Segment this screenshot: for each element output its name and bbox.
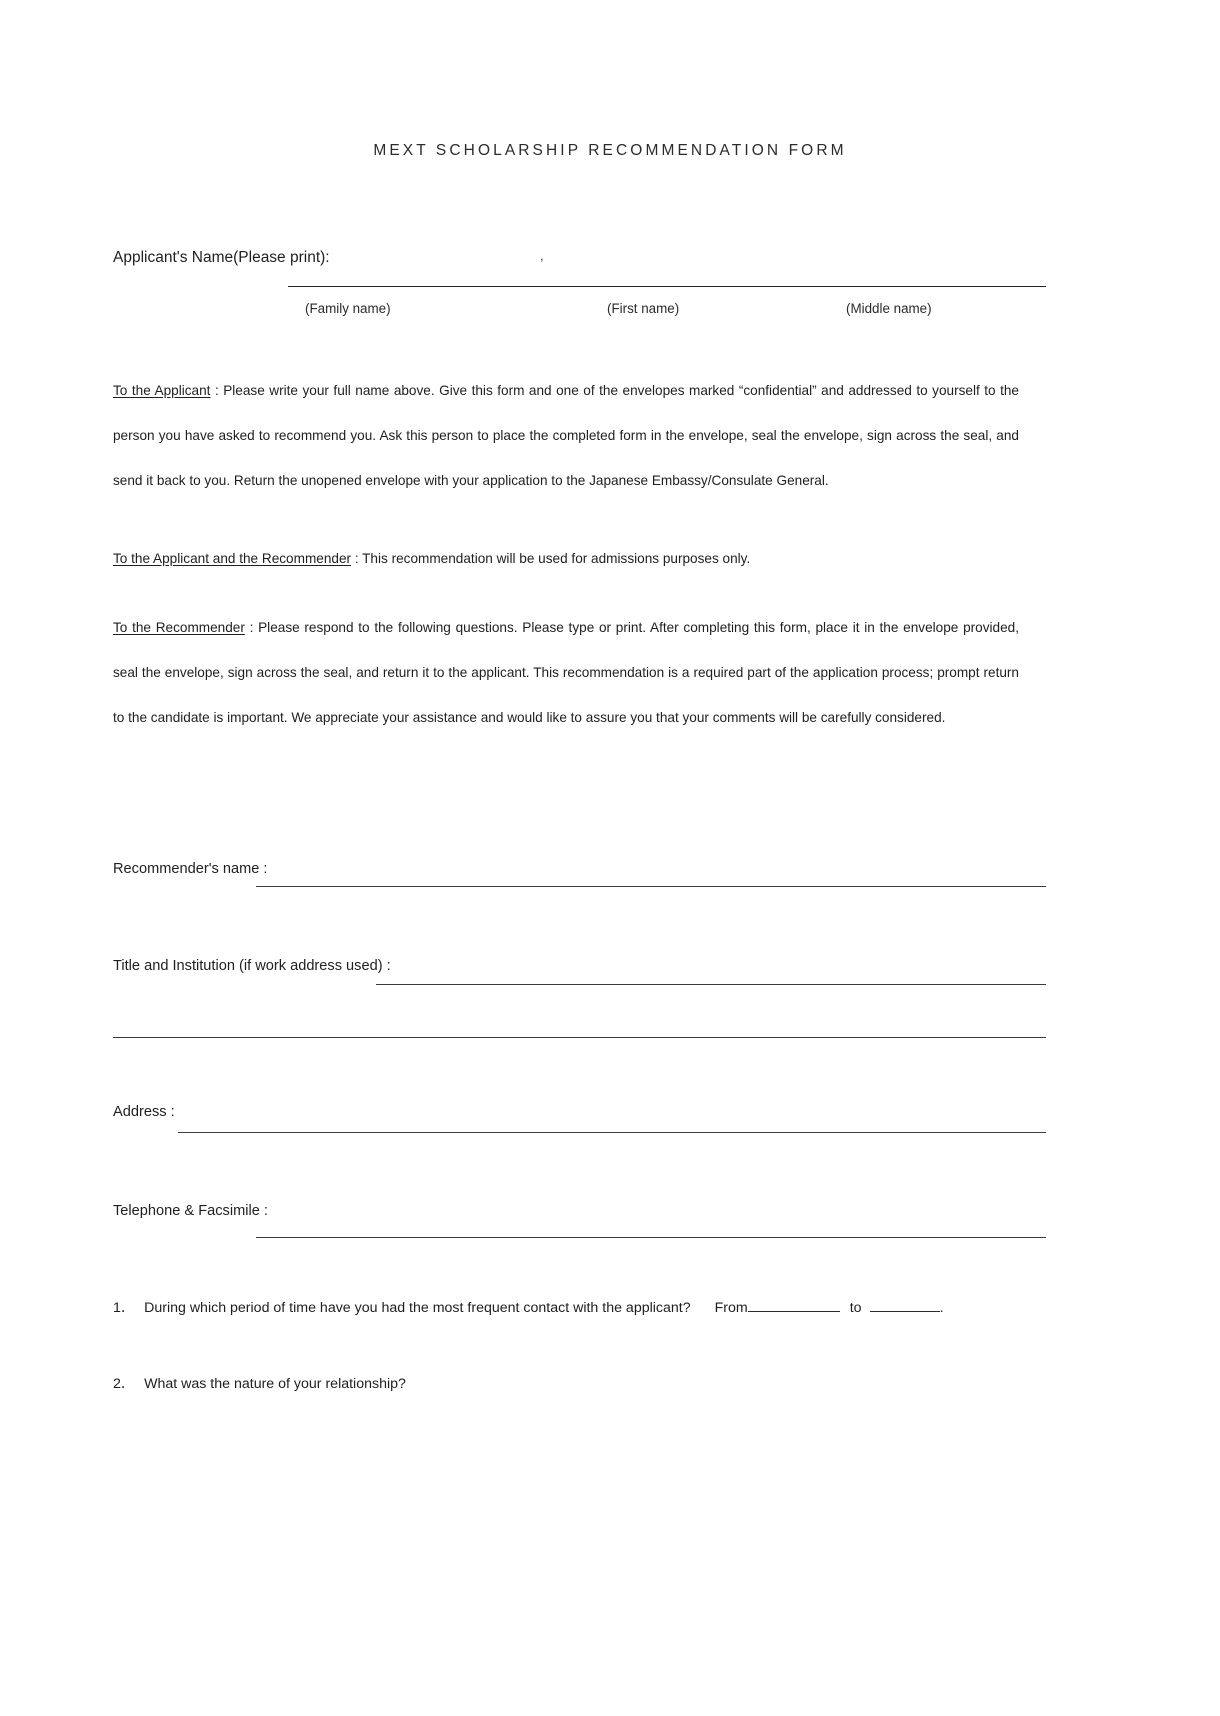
recommender-name-input-rule[interactable] [256, 886, 1046, 887]
question-2-number: 2． [113, 1376, 136, 1392]
title-institution-input-rule[interactable] [376, 984, 1046, 985]
question-1-from-label: From [714, 1300, 748, 1316]
question-1-to-label: to [849, 1300, 862, 1316]
question-1-to-input[interactable] [870, 1311, 940, 1312]
page-title: MEXT SCHOLARSHIP RECOMMENDATION FORM [373, 142, 847, 159]
applicant-name-input-rule[interactable] [288, 286, 1046, 287]
instruction-to-recommender-body: : Please respond to the following questions. Please type or print. After completing this form, place it in the envelope provided, seal the envelope, sign across the seal, and return it to the applicant. This recommendation is a required part of the application process; prompt return to the candidate is important. We appreciate your assistance and would like to assure you that your comments will be carefully considered. [113, 620, 1019, 725]
telephone-facsimile-label: Telephone & Facsimile : [113, 1203, 268, 1219]
instruction-to-recommender [113, 605, 1019, 740]
middle-name-sublabel: (Middle name) [846, 301, 932, 316]
recommender-name-label: Recommender's name : [113, 861, 268, 877]
instruction-to-recommender-lead: To the Recommender [113, 620, 245, 635]
instruction-to-both-body: : This recommendation will be used for admissions purposes only. [351, 551, 751, 566]
question-1-text: During which period of time have you had the most frequent contact with the applicant? [144, 1300, 691, 1316]
title-institution-label: Title and Institution (if work address used) : [113, 958, 391, 974]
question-1-number: 1． [113, 1300, 136, 1316]
first-name-sublabel: (First name) [607, 301, 680, 316]
question-1-from-input[interactable] [748, 1311, 840, 1312]
question-2-text: What was the nature of your relationship? [144, 1376, 406, 1392]
family-name-sublabel: (Family name) [305, 301, 391, 316]
applicant-name-mark: , [540, 248, 544, 263]
applicant-name-label: Applicant's Name(Please print): [113, 249, 330, 266]
question-1-end-mark: . [939, 1300, 944, 1316]
title-institution-input-rule-second[interactable] [113, 1037, 1046, 1038]
question-2 [113, 1373, 406, 1393]
telephone-facsimile-input-rule[interactable] [256, 1237, 1046, 1238]
question-1 [113, 1297, 944, 1317]
instruction-to-applicant [113, 368, 1019, 503]
instruction-to-applicant-lead: To the Applicant [113, 383, 211, 398]
instruction-to-both-lead: To the Applicant and the Recommender [113, 551, 352, 566]
address-input-rule[interactable] [178, 1132, 1046, 1133]
instruction-to-applicant-and-recommender [113, 536, 1019, 581]
instruction-to-applicant-body: : Please write your full name above. Give this form and one of the envelopes marked “confidential” and addressed to yourself to the person you have asked to recommend you. Ask this person to place the completed form in the envelope, seal the envelope, sign across the seal, and send it back to you. Return the unopened envelope with your application to the Japanese Embassy/Consulate General. [113, 383, 1019, 488]
address-label: Address : [113, 1104, 175, 1120]
